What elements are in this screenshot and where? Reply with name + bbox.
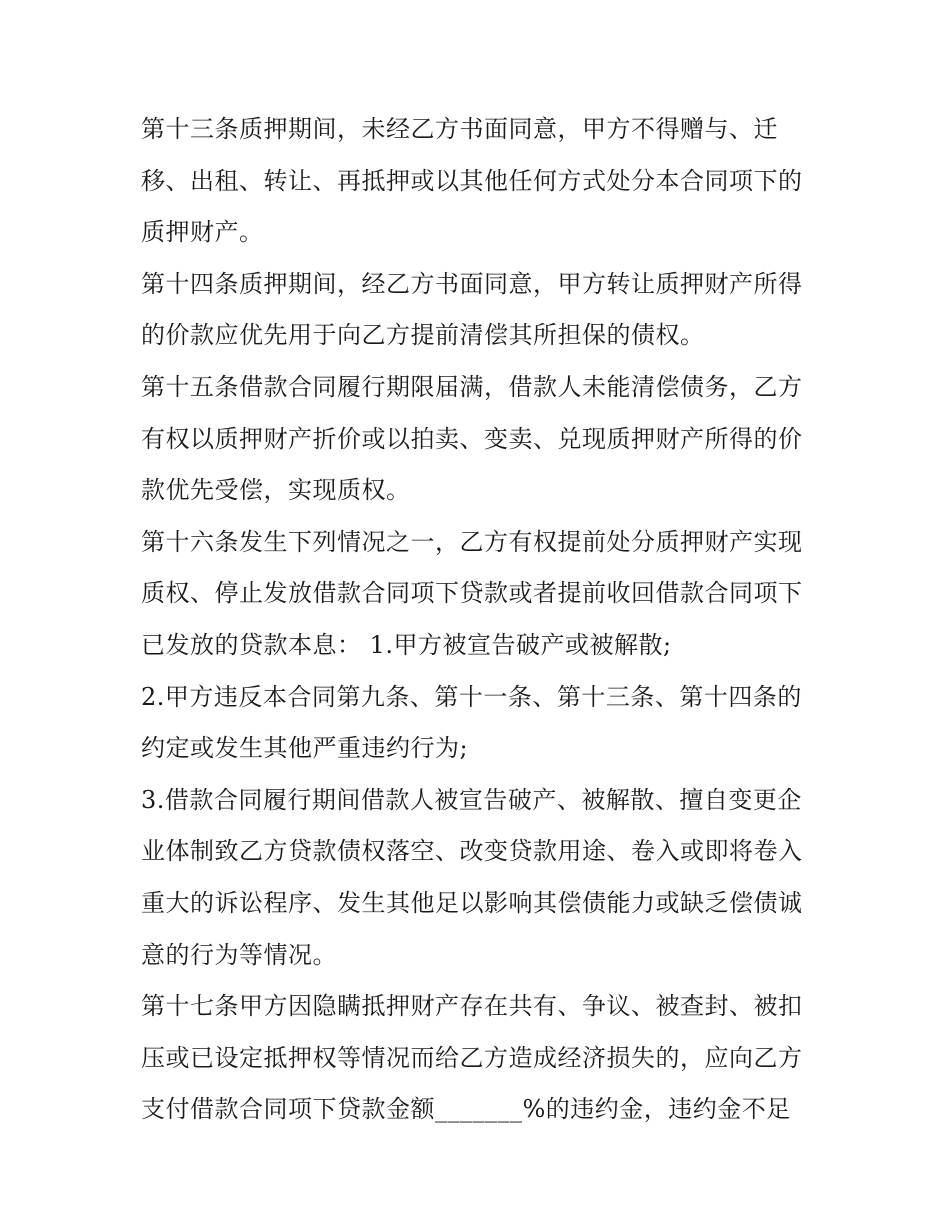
text-line: 2.甲方违反本合同第九条、第十一条、第十三条、第十四条的 bbox=[141, 682, 802, 711]
text-line: 约定或发生其他严重违约行为; bbox=[141, 734, 469, 763]
text-line: 意的行为等情况。 bbox=[141, 940, 337, 969]
text-line: 压或已设定抵押权等情况而给乙方造成经济损失的，应向乙方 bbox=[141, 1043, 803, 1072]
text-line: 3.借款合同履行期间借款人被宣告破产、被解散、擅自变更企 bbox=[141, 785, 802, 814]
text-line: 第十四条质押期间，经乙方书面同意，甲方转让质押财产所得 bbox=[141, 269, 803, 298]
text-line: 第十三条质押期间，未经乙方书面同意，甲方不得赠与、迁 bbox=[141, 115, 778, 143]
text-line: 的价款应优先用于向乙方提前清偿其所担保的债权。 bbox=[141, 321, 705, 350]
text-line: 支付借款合同项下贷款金额_______%的违约金，违约金不足 bbox=[141, 1095, 791, 1124]
text-line: 质权、停止发放借款合同项下贷款或者提前收回借款合同项下 bbox=[141, 579, 803, 608]
text-line: 第十六条发生下列情况之一，乙方有权提前处分质押财产实现 bbox=[141, 527, 803, 556]
text-line: 第十五条借款合同履行期限届满，借款人未能清偿债务，乙方 bbox=[141, 372, 803, 401]
text-line: 有权以质押财产折价或以拍卖、变卖、兑现质押财产所得的价 bbox=[141, 424, 803, 453]
text-line: 移、出租、转让、再抵押或以其他任何方式处分本合同项下的 bbox=[141, 166, 803, 195]
text-line: 已发放的贷款本息： 1.甲方被宣告破产或被解散; bbox=[141, 630, 672, 659]
text-line: 质押财产。 bbox=[141, 218, 264, 247]
text-line: 业体制致乙方贷款债权落空、改变贷款用途、卷入或即将卷入 bbox=[141, 837, 803, 866]
document-body bbox=[141, 104, 831, 1136]
text-line: 款优先受偿，实现质权。 bbox=[141, 476, 411, 505]
text-line: 重大的诉讼程序、发生其他足以影响其偿债能力或缺乏偿债诚 bbox=[141, 888, 803, 917]
text-line: 第十七条甲方因隐瞒抵押财产存在共有、争议、被查封、被扣 bbox=[141, 992, 803, 1021]
